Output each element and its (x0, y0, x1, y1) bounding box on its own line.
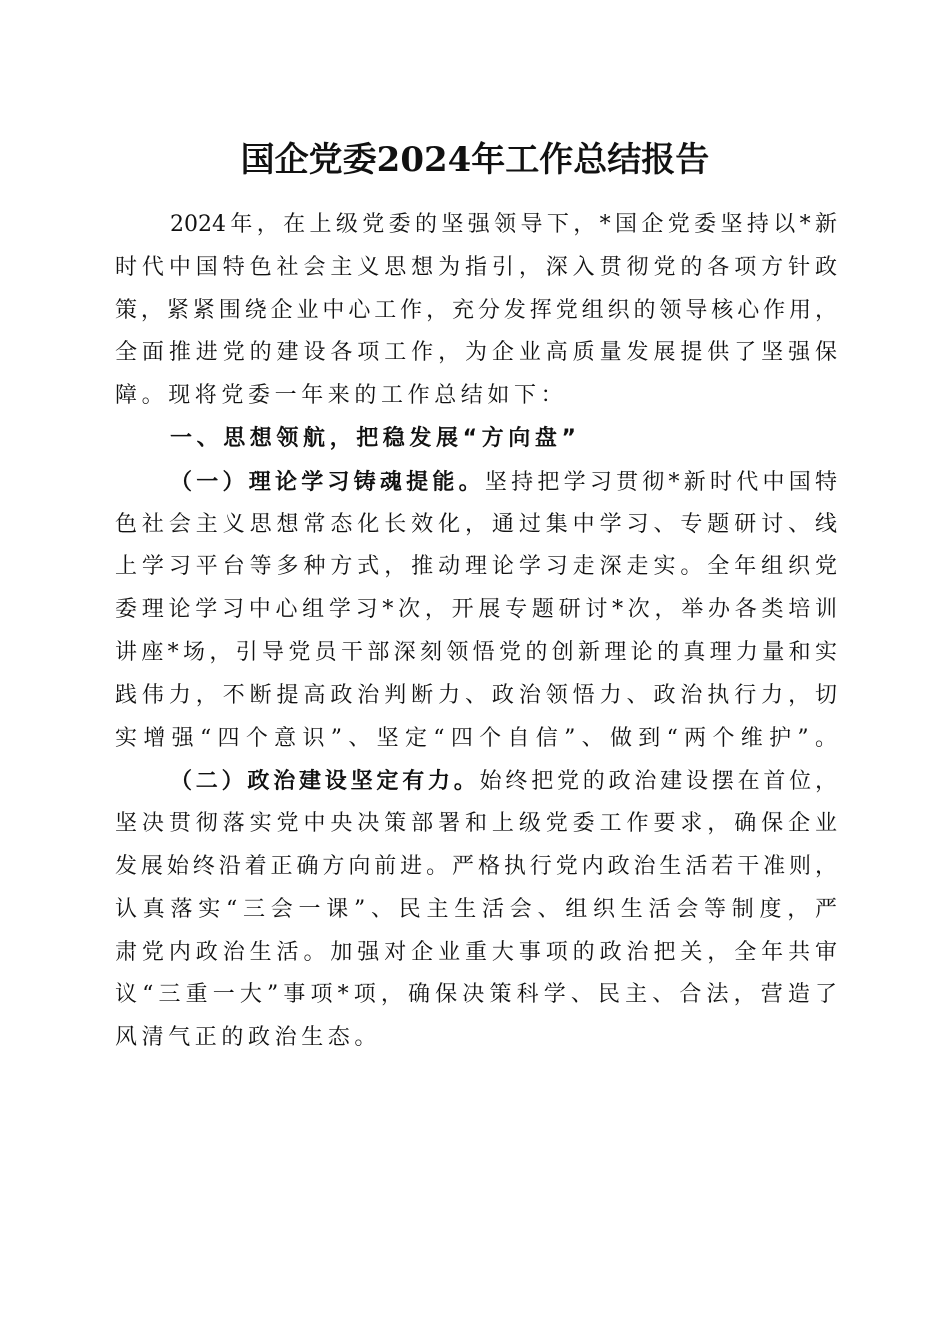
document-body (115, 204, 837, 1060)
paragraph-line: 色社会主义思想常态化长效化，通过集中学习、专题研讨、线 (115, 511, 837, 537)
section-heading: 一、思想领航，把稳发展“方向盘” (170, 425, 581, 451)
paragraph-line: 践伟力，不断提高政治判断力、政治领悟力、政治执行力，切 (115, 682, 837, 708)
document-title: 国企党委2024年工作总结报告 (240, 140, 710, 180)
paragraph-line: 议“三重一大”事项*项，确保决策科学、民主、合法，营造了 (115, 982, 837, 1008)
paragraph-line: 委理论学习中心组学习*次，开展专题研讨*次，举办各类培训 (115, 597, 837, 623)
paragraph-line: 发展始终沿着正确方向前进。严格执行党内政治生活若干准则， (115, 853, 837, 879)
paragraph-text: 始终把党的政治建设摆在首位， (479, 769, 837, 795)
subsection-lead: （一）理论学习铸魂提能。 (170, 468, 485, 495)
intro-line: 2024年，在上级党委的坚强领导下，*国企党委坚持以*新 (170, 212, 837, 237)
subsection-first-line (115, 461, 837, 504)
paragraph-line: 风清气正的政治生态。 (115, 1025, 382, 1051)
intro-line: 时代中国特色社会主义思想为指引，深入贯彻党的各项方针政 (115, 254, 837, 280)
paragraph-line: 上学习平台等多种方式，推动理论学习走深走实。全年组织党 (115, 554, 837, 580)
paragraph-line: 实增强“四个意识”、坚定“四个自信”、做到“两个维护”。 (115, 725, 837, 751)
subsection-first-line (115, 760, 837, 803)
paragraph-line: 认真落实“三会一课”、民主生活会、组织生活会等制度，严 (115, 896, 837, 922)
paragraph-line: 讲座*场，引导党员干部深刻领悟党的创新理论的真理力量和实 (115, 639, 837, 665)
paragraph-line: 坚决贯彻落实党中央决策部署和上级党委工作要求，确保企业 (115, 811, 837, 837)
intro-line: 策，紧紧围绕企业中心工作，充分发挥党组织的领导核心作用， (115, 297, 837, 323)
paragraph-line: 肃党内政治生活。加强对企业重大事项的政治把关，全年共审 (115, 939, 837, 965)
intro-line: 全面推进党的建设各项工作，为企业高质量发展提供了坚强保 (115, 340, 837, 366)
paragraph-text: 坚持把学习贯彻*新时代中国特 (484, 469, 837, 495)
subsection-lead: （二）政治建设坚定有力。 (170, 768, 480, 795)
intro-line: 障。现将党委一年来的工作总结如下： (115, 383, 568, 409)
